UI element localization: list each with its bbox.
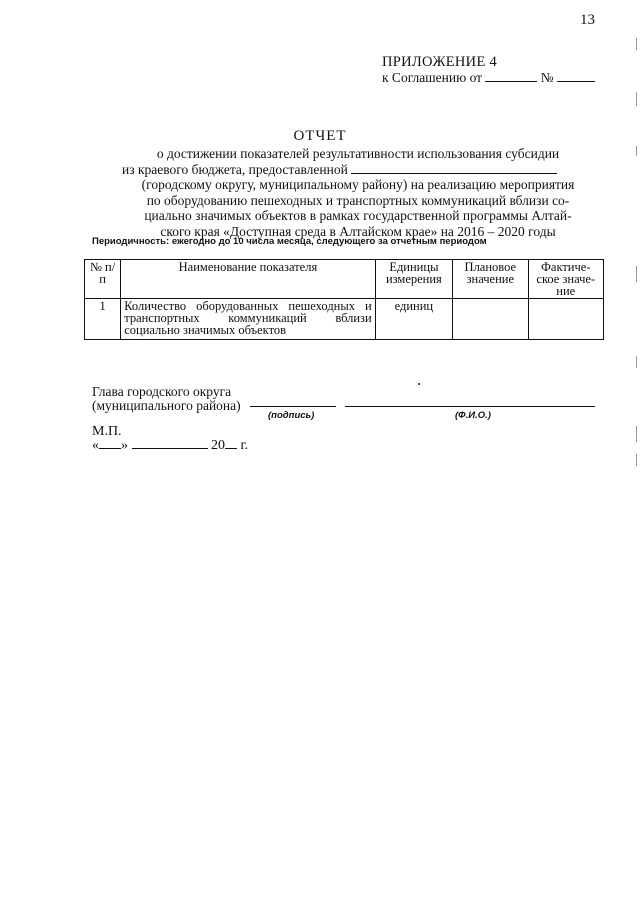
row-fact-value (528, 299, 603, 340)
header-plan: Плановое значение (453, 260, 528, 299)
description-line-with-blank (118, 162, 598, 178)
stamp-place: М.П. (92, 424, 122, 439)
header-name: Наименование показателя (121, 260, 375, 299)
date-open-quote: « (92, 438, 99, 453)
scan-edge-mark (636, 454, 637, 466)
signature-line (250, 406, 336, 407)
row-num: 1 (85, 299, 121, 340)
month-blank (132, 448, 208, 449)
row-plan-value (453, 299, 528, 340)
scan-edge-mark (636, 426, 637, 442)
annex-block (382, 54, 595, 86)
scan-edge-mark (636, 356, 637, 368)
scan-edge-mark (636, 38, 637, 50)
description-line: из краевого бюджета, предоставленной (122, 161, 348, 177)
scan-edge-mark (636, 92, 637, 106)
name-caption: (Ф.И.О.) (455, 410, 491, 421)
header-unit: Единицы измерения (375, 260, 452, 299)
municipality-blank (351, 173, 557, 174)
annex-date-blank (485, 81, 537, 82)
name-line (345, 406, 595, 407)
header-fact: Фактиче-ское значе-ние (528, 260, 603, 299)
annex-number-sign: № (540, 70, 554, 85)
row-name: Количество оборудованных пешеходных и транспортных коммуникаций вблизи социально значимых объектов (121, 299, 375, 340)
description-line: по оборудованию пешеходных и транспортных коммуникаций вблизи со- (146, 192, 570, 208)
date-suffix: г. (240, 438, 249, 453)
date-close-quote: » (121, 438, 128, 453)
date-year-prefix: 20 (211, 438, 225, 453)
row-unit: единиц (375, 299, 452, 340)
table-header-row (85, 260, 604, 299)
page-number: 13 (580, 12, 595, 28)
annex-title: ПРИЛОЖЕНИЕ 4 (382, 54, 498, 70)
header-num: № п/п (85, 260, 121, 299)
scan-dot (418, 383, 420, 385)
signatory-label-line: Глава городского округа (92, 384, 232, 399)
periodicity-note: Периодичность: ежегодно до 10 числа месяца, следующего за отчетным периодом (92, 236, 487, 247)
annex-number-blank (557, 81, 595, 82)
description-line: ского края «Доступная среда в Алтайском крае» на 2016 – 2020 годы (160, 223, 556, 239)
date-line (92, 438, 248, 454)
report-description (118, 146, 598, 239)
scan-edge-mark (636, 146, 637, 156)
annex-reference (382, 70, 595, 86)
day-blank (99, 448, 121, 449)
description-line: циально значимых объектов в рамках государственной программы Алтай- (144, 208, 572, 223)
report-title: ОТЧЕТ (293, 128, 347, 144)
table-row (85, 299, 604, 340)
description-line: (городскому округу, муниципальному району) на реализацию мероприятия (141, 177, 575, 192)
scan-edge-mark (636, 266, 637, 282)
description-line: о достижении показателей результативности использования субсидии (156, 146, 560, 161)
signature-caption: (подпись) (268, 410, 315, 421)
signatory-label (92, 385, 241, 413)
year-blank (225, 448, 237, 449)
indicators-table (84, 259, 604, 340)
signatory-label-line: (муниципального района) (92, 398, 241, 413)
annex-ref-prefix: к Соглашению от (382, 70, 483, 85)
